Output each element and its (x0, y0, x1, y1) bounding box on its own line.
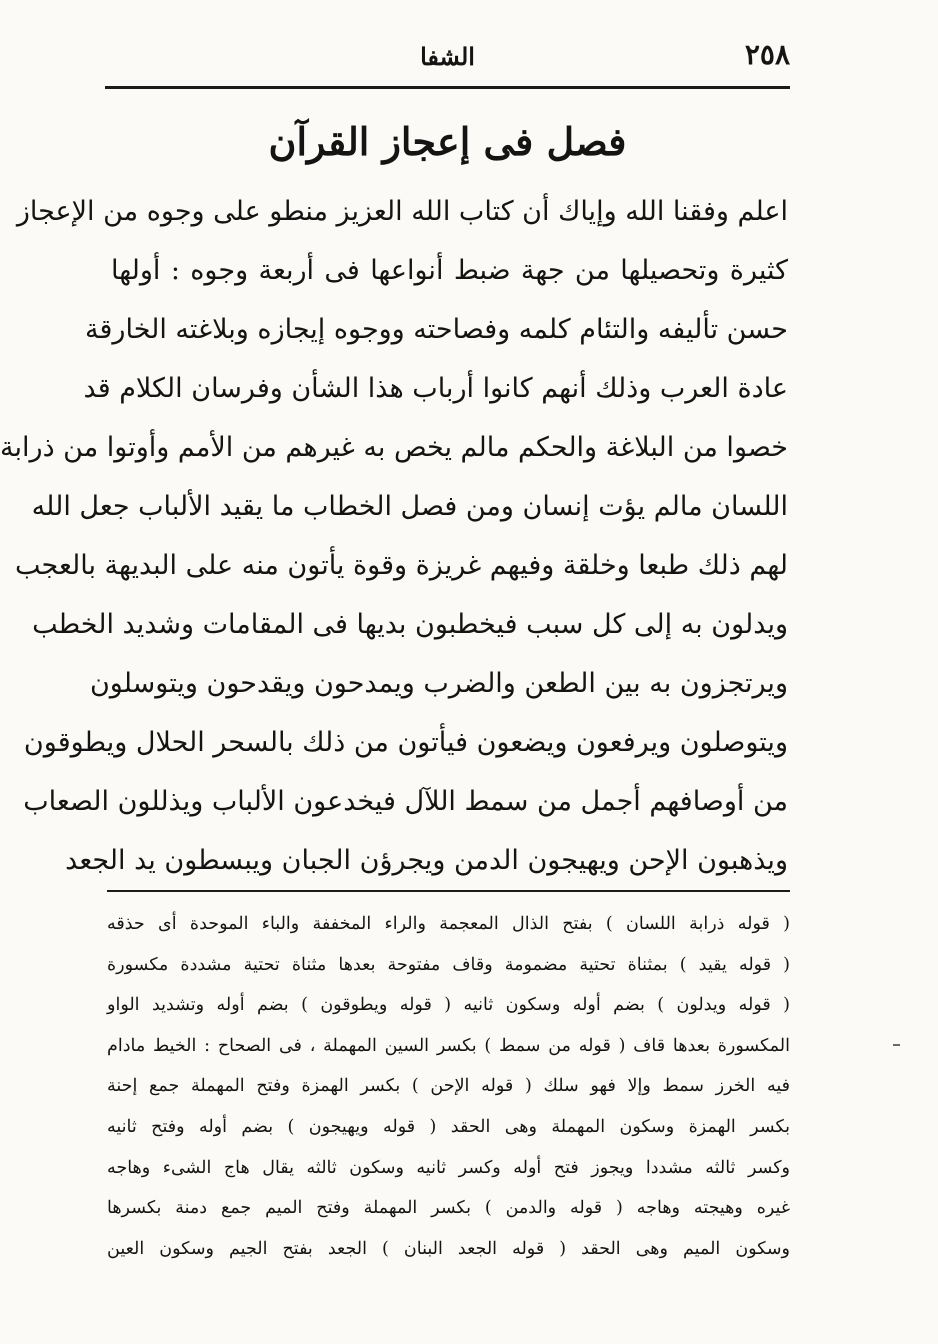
margin-mark (893, 1044, 900, 1046)
footnote-line: فيه الخرز سمط وإلا فهو سلك ( قوله الإحن ) بكسر الهمزة وفتح المهملة جمع إحنة (107, 1076, 790, 1097)
text-line: ويذهبون الإحن ويهيجون الدمن ويجرؤن الجبان ويبسطون يد الجعد (65, 845, 788, 876)
footnote-line: ( قوله ويدلون ) بضم أوله وسكون ثانيه ( قوله ويطوقون ) بضم أوله وتشديد الواو (107, 995, 790, 1016)
text-line: عادة العرب وذلك أنهم كانوا أرباب هذا الشأن وفرسان الكلام قد (83, 373, 788, 404)
footnote-line: وسكون الميم وهى الحقد ( قوله الجعد البنان ) الجعد بفتح الجيم وسكون العين (107, 1238, 790, 1259)
text-line: حسن تأليفه والتئام كلمه وفصاحته ووجوه إيجازه وبلاغته الخارقة (85, 314, 788, 345)
text-line: اعلم وفقنا الله وإياك أن كتاب الله العزيز منطو على وجوه من الإعجاز (16, 196, 788, 227)
footnote-line: وكسر ثالثه مشددا ويجوز فتح أوله وكسر ثانيه وسكون ثالثه يقال هاج الشىء وهاجه (107, 1157, 790, 1178)
main-text (0, 182, 788, 890)
text-line: خصوا من البلاغة والحكم مالم يخص به غيرهم من الأمم وأوتوا من ذرابة (0, 432, 788, 463)
chapter-title: فصل فى إعجاز القرآن (268, 119, 627, 164)
footnote-line: المكسورة بعدها قاف ( قوله من سمط ) بكسر السين المهملة ، فى الصحاح : الخيط مادام (107, 1035, 790, 1056)
text-line: كثيرة وتحصيلها من جهة ضبط أنواعها فى أربعة وجوه : أولها (111, 255, 788, 286)
footnote-line: ( قوله يقيد ) بمثناة تحتية مضمومة وقاف مفتوحة بعدها مثناة تحتية مشددة مكسورة (107, 954, 790, 975)
text-line: لهم ذلك طبعا وخلقة وفيهم غريزة وقوة يأتون منه على البديهة بالعجب (15, 550, 788, 581)
text-line: ويرتجزون به بين الطعن والضرب ويمدحون ويقدحون ويتوسلون (89, 668, 788, 699)
footnote-line: ( قوله ذرابة اللسان ) بفتح الذال المعجمة والراء المخففة والباء الموحدة أى حذقه (107, 914, 790, 934)
text-line: اللسان مالم يؤت إنسان ومن فصل الخطاب ما يقيد الألباب جعل الله (31, 491, 788, 522)
footnote-line: غيره وهيجته وهاجه ( قوله والدمن ) بكسر المهملة وفتح الميم جمع دمنة بكسرها (107, 1198, 790, 1219)
page-number: ٢٥٨ (744, 38, 790, 71)
footnote-line: بكسر الهمزة وسكون المهملة وهى الحقد ( قوله ويهيجون ) بضم أوله وفتح ثانيه (107, 1116, 790, 1137)
text-line: من أوصافهم أجمل من سمط اللآل فيخدعون الألباب ويذللون الصعاب (23, 786, 788, 817)
text-line: ويتوصلون ويرفعون ويضعون فيأتون من ذلك بالسحر الحلال ويطوقون (23, 727, 788, 758)
running-title: الشفا (420, 42, 475, 71)
footnotes (107, 904, 790, 1269)
page-header (105, 36, 790, 89)
footnote-divider (107, 890, 790, 892)
text-line: ويدلون به إلى كل سبب فيخطبون بديها فى المقامات وشديد الخطب (32, 609, 788, 640)
